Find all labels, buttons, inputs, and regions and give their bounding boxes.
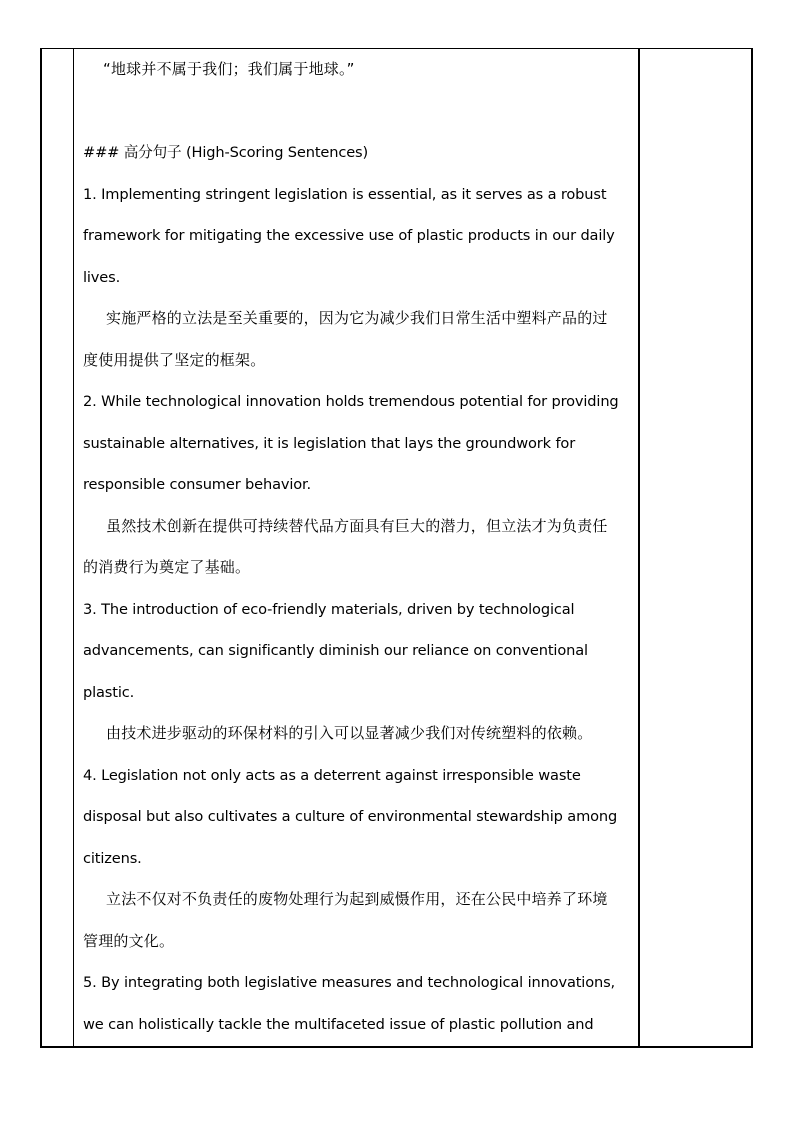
sentence-zh-line: 度使用提供了坚定的框架。 bbox=[83, 350, 266, 369]
sentence-en-line: 1. Implementing stringent legislation is essential, as it serves as a robust bbox=[83, 185, 607, 203]
sentence-en-line: disposal but also cultivates a culture of environmental stewardship among bbox=[83, 808, 618, 825]
sentence-block-1 bbox=[83, 174, 632, 382]
sentence-en-line: advancements, can significantly diminish our reliance on conventional bbox=[83, 642, 588, 659]
sentence-zh-line: 实施严格的立法是至关重要的，因为它为减少我们日常生活中塑料产品的过 bbox=[106, 309, 608, 327]
right-notes-column bbox=[638, 49, 753, 1046]
sentence-block-2 bbox=[83, 381, 632, 589]
sentence-en-line: lives. bbox=[83, 268, 121, 286]
section-heading: ### 高分句子 (High-Scoring Sentences) bbox=[83, 144, 369, 161]
sentence-block-5 bbox=[83, 962, 632, 1045]
sentence-en-line: responsible consumer behavior. bbox=[83, 476, 312, 493]
left-margin-column bbox=[42, 49, 74, 1046]
sentence-en-line: plastic. bbox=[83, 683, 135, 701]
sentence-zh-line: 的消费行为奠定了基础。 bbox=[83, 558, 251, 576]
sentence-en-line: 3. The introduction of eco-friendly materials, driven by technological bbox=[83, 600, 575, 618]
blank-line bbox=[83, 91, 632, 133]
sentence-en-line: 2. While technological innovation holds tremendous potential for providing bbox=[83, 393, 619, 410]
sentence-en-line: 5. By integrating both legislative measures and technological innovations, bbox=[83, 974, 616, 991]
sentence-block-4 bbox=[83, 755, 632, 963]
sentence-en-line: 4. Legislation not only acts as a deterrent against irresponsible waste bbox=[83, 766, 581, 784]
sentence-en-line: we can holistically tackle the multifaceted issue of plastic pollution and bbox=[83, 1015, 594, 1033]
document-table bbox=[40, 48, 753, 1048]
sentence-zh-line: 由技术进步驱动的环保材料的引入可以显著减少我们对传统塑料的依赖。 bbox=[106, 724, 593, 742]
main-content-column bbox=[75, 49, 638, 1046]
sentence-en-line: citizens. bbox=[83, 849, 142, 867]
sentence-zh-line: 立法不仅对不负责任的废物处理行为起到威慑作用，还在公民中培养了环境 bbox=[106, 890, 608, 908]
sentence-zh-line: 虽然技术创新在提供可持续替代品方面具有巨大的潜力，但立法才为负责任 bbox=[106, 516, 608, 535]
sentence-block-3 bbox=[83, 589, 632, 755]
sentence-zh-line: 管理的文化。 bbox=[83, 931, 175, 950]
quote-text: “地球并不属于我们；我们属于地球。” bbox=[103, 60, 355, 78]
sentence-en-line: framework for mitigating the excessive use of plastic products in our daily bbox=[83, 227, 615, 244]
sentence-en-line: sustainable alternatives, it is legislation that lays the groundwork for bbox=[83, 434, 576, 452]
content-body bbox=[75, 49, 638, 1045]
